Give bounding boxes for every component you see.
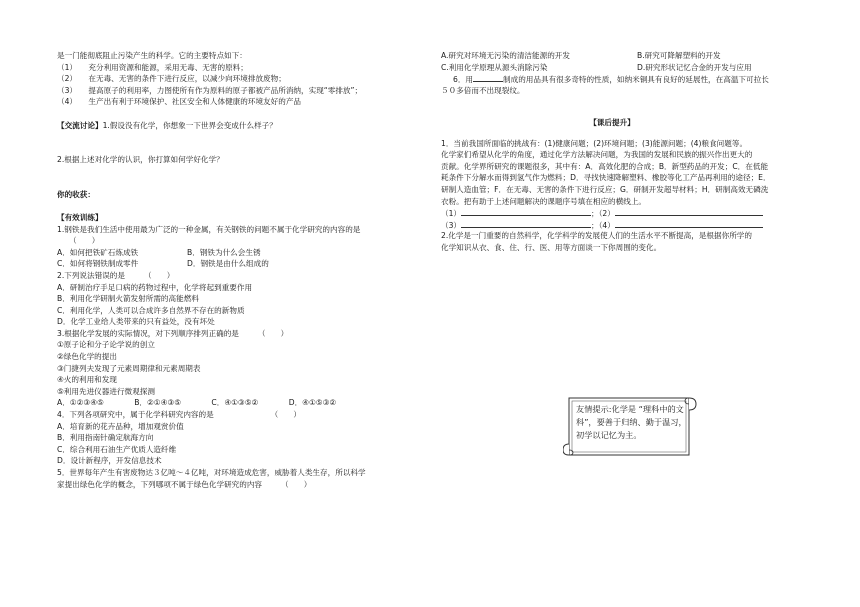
q5-option-c: C.利用化学原理从源头消除污染 bbox=[441, 62, 548, 72]
fill-blank-1[interactable] bbox=[461, 207, 591, 216]
fill-label-3: （3） bbox=[441, 220, 462, 230]
discussion-heading: 【交流讨论】 bbox=[57, 120, 103, 130]
q6-line-2: ５０多倍而不出现裂纹。 bbox=[441, 85, 525, 95]
q2-option-a: A．研制治疗手足口病的药物过程中，化学将起到重要作用 bbox=[57, 282, 253, 292]
q4-option-b: B．利用指南针确定航海方向 bbox=[57, 433, 154, 443]
fill-label-2: ；（2） bbox=[591, 209, 615, 219]
q5-option-a: A.研究对环境无污染的清洁能源的开发 bbox=[441, 51, 570, 60]
q3-stem: 3.根据化学发展的实际情况，对下列顺序排列正确的是 （ ） bbox=[57, 328, 289, 338]
q2-option-c: C．利用化学，人类可以合成许多自然界不存在的新物质 bbox=[57, 305, 245, 315]
q3-options: A．①②③④⑤ B．②①④③⑤ C．④①③⑤② D．④①⑤③② bbox=[57, 398, 337, 408]
q3-item: ②绿色化学的提出 bbox=[57, 352, 117, 362]
p1-line: 1．当前我国所面临的挑战有：(1)健康问题；(2)环境问题；(3)能源问题；(4)粮食问题等。 bbox=[441, 138, 748, 148]
q3-item: ④火的利用和发现 bbox=[57, 375, 117, 385]
discussion-q1 bbox=[57, 120, 425, 132]
tip-text: 友情提示:化学是 “理科中的文科”，要善于归纳、勤于温习，初学以记忆为主。 bbox=[576, 404, 687, 440]
q3-item: ⑤利用先进仪器进行微观探测 bbox=[57, 386, 155, 396]
discussion-q1-text: 1.假设没有化学，你想象一下世界会变成什么样子？ bbox=[102, 120, 277, 130]
q4-option-a: A．培育新的花卉品种，增加观赏价值 bbox=[57, 421, 184, 431]
q6-blank[interactable] bbox=[473, 73, 503, 82]
feature-1: （1） 充分利用资源和能源，采用无毒、无害的原料； bbox=[57, 62, 248, 72]
q4-stem: 4．下列各项研究中，属于化学科研究内容的是 （ ） bbox=[57, 410, 302, 420]
q4-option-d: D．设计新程序，开发信息技术 bbox=[57, 456, 162, 466]
p1-line: 化学家们希望从化学的角度，通过化学方法解决问题，为我国的发展和民族的振兴作出更大的 bbox=[441, 150, 753, 160]
p2-line: 2.化学是一门重要的自然科学，化学科学的发展使人们的生活水平不断提高，是根据你所学的 bbox=[441, 231, 752, 241]
p1-line: 研制人造血管；F．在无毒、无害的条件下进行反应；G．研制开发超导材料；H．研制高效无磷洗 bbox=[441, 184, 769, 194]
q1-option-d: D．钢铁是由什么组成的 bbox=[187, 259, 269, 269]
feature-2: （2） 在无毒、无害的条件下进行反应，以减少向环境排放废物； bbox=[57, 74, 286, 84]
q1-paren: （ ） bbox=[69, 236, 100, 246]
q5-options-cd bbox=[441, 62, 783, 74]
q1-options-ab bbox=[57, 247, 425, 259]
fill-label-4: ；（4） bbox=[591, 220, 615, 230]
fill-blank-3[interactable] bbox=[461, 219, 591, 228]
q2-option-b: B．利用化学研制火箭发射所需的高能燃料 bbox=[57, 294, 199, 304]
fill-blank-2[interactable] bbox=[615, 207, 763, 216]
p1-line: 贡献。化学界所研究的课题很多，其中有：A．高效化肥的合成；B．新型药品的开发；C．在低能 bbox=[441, 161, 769, 171]
q2-stem: 2.下列说法错误的是 （ ） bbox=[57, 270, 175, 280]
q1-option-b: B．钢铁为什么会生锈 bbox=[187, 247, 261, 257]
q1-options-cd bbox=[57, 258, 425, 270]
p1-line: 耗条件下分解水而得到氢气作为燃料；D．寻找快速降解塑料、橡胶等化工产品再利用的途径；E． bbox=[441, 173, 771, 183]
q6-rest: 制成的用品具有很多奇特的性质，如纳米铜具有良好的延展性，在高温下可拉长 bbox=[503, 75, 769, 85]
q1-stem: 1.钢铁是我们生活中使用最为广泛的一种金属，有关钢铁的问题不属于化学研究的内容的是 bbox=[57, 224, 361, 234]
fill-blank-4[interactable] bbox=[615, 219, 763, 228]
tip-scroll bbox=[563, 393, 698, 460]
p1-line: 衣粉。把有助于上述问题解决的课题序号填在相应的横线上。 bbox=[441, 196, 647, 206]
q4-option-c: C．综合利用石油生产优质人造纤维 bbox=[57, 444, 177, 454]
p2-line: 化学知识从衣、食、住、行、医、用等方面谈一下你周围的变化。 bbox=[441, 242, 662, 252]
q1-option-a: A．如何把铁矿石炼成铁 bbox=[57, 247, 139, 257]
discussion-q2: 2.根据上述对化学的认识，你打算如何学好化学？ bbox=[57, 155, 224, 165]
feature-3: （3） 提高原子的利用率，力图使所有作为原料的原子都被产品所消纳，实现“零排放”； bbox=[57, 85, 363, 95]
q5-option-b: B.研究可降解塑料的开发 bbox=[637, 51, 721, 60]
intro-line: 是一门能彻底阻止污染产生的科学。它的主要特点如下： bbox=[57, 51, 247, 60]
left-column bbox=[57, 50, 425, 490]
q6-prefix: 6．用 bbox=[453, 75, 474, 85]
q5-line-1: 5．世界每年产生有害废物达３亿吨～４亿吨，对环境造成危害，威胁着人类生存，所以科学 bbox=[57, 468, 366, 477]
q5-line-2: 家提出绿色化学的概念，下列哪项不属于绿色化学研究的内容 （ ） bbox=[57, 479, 312, 489]
training-heading: 【有效训练】 bbox=[57, 212, 103, 222]
feature-4: （4） 生产出有利于环境保护、社区安全和人体健康的环境友好的产品 bbox=[57, 97, 302, 107]
q6-line-1 bbox=[441, 73, 783, 85]
q2-option-d: D．化学工业给人类带来的只有益处，没有坏处 bbox=[57, 317, 215, 327]
q3-item: ③门捷列夫发现了元素周期律和元素周期表 bbox=[57, 363, 201, 373]
q1-option-c: C．如何将钢铁制成零件 bbox=[57, 259, 139, 269]
right-column bbox=[441, 50, 783, 254]
q5-option-d: D.研究形状记忆合金的开发与应用 bbox=[637, 62, 752, 72]
fill-row-2 bbox=[441, 219, 783, 231]
fill-label-1: （1） bbox=[441, 209, 462, 219]
after-class-heading: 【课后提升】 bbox=[589, 117, 635, 127]
fill-row-1 bbox=[441, 207, 783, 219]
harvest-label: 你的收获： bbox=[57, 189, 95, 199]
q5-options-ab bbox=[441, 50, 783, 62]
q3-item: ①原子论和分子论学说的创立 bbox=[57, 340, 155, 350]
